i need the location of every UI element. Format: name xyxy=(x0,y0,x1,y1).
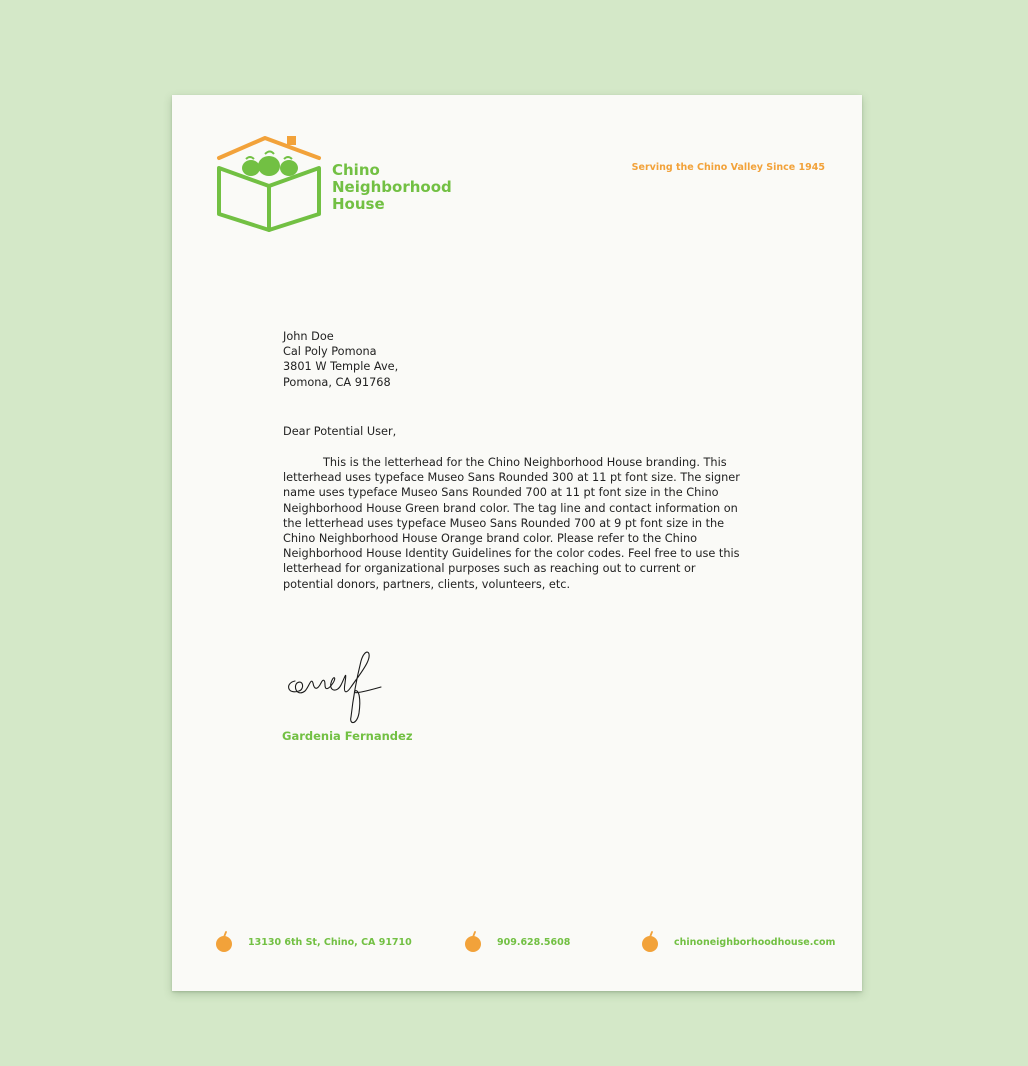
recipient-city: Pomona, CA 91768 xyxy=(283,375,391,389)
contact-phone-text: 909.628.5608 xyxy=(497,936,571,948)
letterhead-page xyxy=(172,95,862,991)
tagline: Serving the Chino Valley Since 1945 xyxy=(631,162,825,173)
signer-name: Gardenia Fernandez xyxy=(282,729,413,743)
orange-fruit-icon xyxy=(641,931,659,953)
contact-website-text: chinoneighborhoodhouse.com xyxy=(674,936,836,948)
recipient-org: Cal Poly Pomona xyxy=(283,345,377,359)
logo-line-3: House xyxy=(332,195,385,213)
contact-address xyxy=(215,930,412,954)
handwritten-signature xyxy=(283,643,393,728)
recipient-address xyxy=(283,329,743,390)
orange-fruit-icon xyxy=(215,931,233,953)
contact-website xyxy=(641,930,835,954)
recipient-name: John Doe xyxy=(283,330,334,343)
house-book-oranges-icon xyxy=(215,134,325,234)
logo-wordmark xyxy=(332,162,452,213)
salutation: Dear Potential User, xyxy=(283,425,397,438)
body-paragraph: This is the letterhead for the Chino Neighborhood House branding. This letterhead uses typeface Museo Sans Rounded 300 at 11 pt font size. The signer name uses typeface Museo Sans Rounded 700 at 11 pt font size in the Chino Neighborhood House Green brand color. The tag line and contact information on the letterhead uses typeface Museo Sans Rounded 700 at 9 pt font size in the Chino Neighborhood House Orange brand color. Please refer to the Chino Neighborhood House Identity Guidelines for the color codes. Feel free to use this letterhead for organizational purposes such as reaching out to current or potential donors, partners, clients, volunteers, etc. xyxy=(283,456,740,591)
orange-fruit-icon xyxy=(464,931,482,953)
contact-address-text: 13130 6th St, Chino, CA 91710 xyxy=(248,936,412,948)
recipient-street: 3801 W Temple Ave, xyxy=(283,360,399,374)
logo-line-1: Chino xyxy=(332,161,380,179)
letter-body xyxy=(283,455,743,592)
logo-line-2: Neighborhood xyxy=(332,178,452,196)
contact-phone xyxy=(464,930,570,954)
